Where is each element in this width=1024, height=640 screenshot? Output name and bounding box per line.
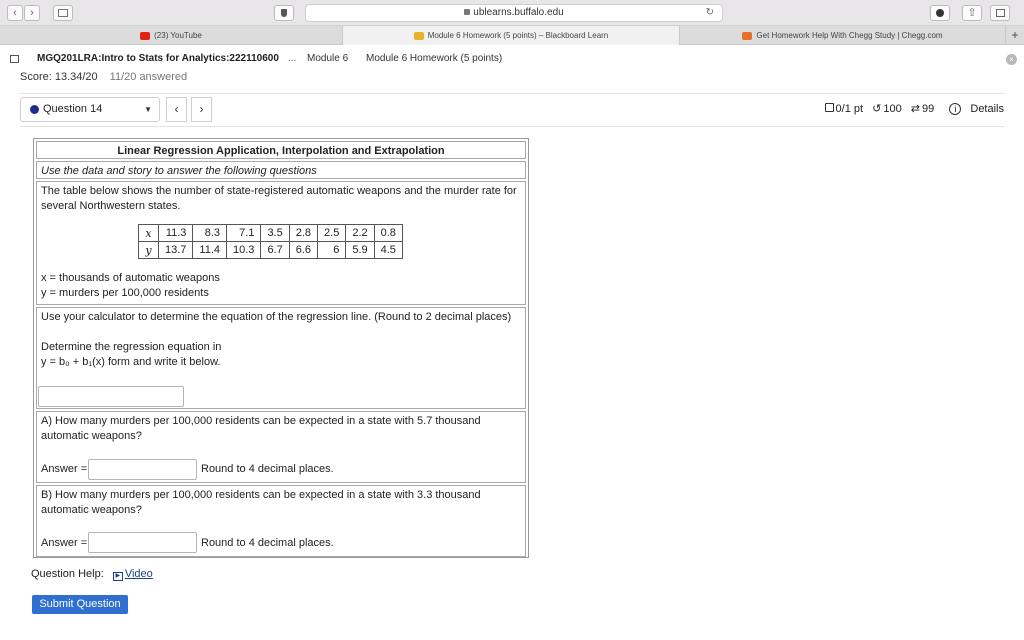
reload-icon[interactable]: ↻: [705, 7, 714, 18]
new-tab-button[interactable]: +: [1011, 28, 1019, 42]
sidebar-icon: [58, 9, 68, 17]
chegg-icon: [742, 32, 752, 40]
table-cell: 0.8: [374, 225, 402, 242]
score-text: Score: 13.34/20: [20, 71, 98, 83]
url-text: ublearns.buffalo.edu: [473, 7, 564, 18]
tab-label: (23) YouTube: [154, 31, 202, 40]
download-icon: [936, 9, 944, 17]
determine-line1: Determine the regression equation in: [41, 341, 222, 353]
retry-count: 100: [883, 103, 902, 115]
video-link[interactable]: ▶ Video: [113, 568, 153, 580]
question-select[interactable]: [20, 97, 160, 122]
tab-label: Get Homework Help With Chegg Study | Chegg.com: [756, 31, 943, 40]
browser-toolbar: [0, 0, 1024, 26]
shield-button[interactable]: [274, 5, 294, 21]
table-cell: 13.7: [159, 242, 193, 259]
round-note-b: Round to 4 decimal places.: [201, 537, 334, 549]
x-label: x: [139, 225, 159, 242]
part-a-question: A) How many murders per 100,000 residents can be expected in a state with 5.7 thousand automatic weapons?: [41, 415, 481, 442]
round-note-a: Round to 4 decimal places.: [201, 463, 334, 475]
table-cell: 10.3: [227, 242, 261, 259]
answer-b-label: Answer =: [41, 537, 88, 549]
table-cell: 7.1: [227, 225, 261, 242]
breadcrumb: [0, 48, 1024, 70]
tab-label: Module 6 Homework (5 points) – Blackboard Learn: [427, 31, 609, 40]
breadcrumb-module[interactable]: Module 6: [307, 53, 349, 64]
answered-count: 11/20 answered: [109, 71, 188, 83]
problem-instruction: Use the data and story to answer the following questions: [36, 161, 526, 179]
address-bar[interactable]: [305, 4, 723, 22]
table-cell: 2.2: [346, 225, 374, 242]
y-label: y: [139, 242, 159, 259]
forward-button[interactable]: ›: [24, 5, 40, 21]
score-row: [20, 71, 187, 83]
share-icon: ⇧: [967, 7, 977, 19]
next-question-button[interactable]: ›: [191, 97, 212, 122]
points-icon: [825, 103, 834, 112]
lock-icon: [464, 9, 470, 15]
points-text: 0/1 pt: [835, 103, 864, 115]
answer-b-input[interactable]: [88, 532, 197, 553]
part-b-question: B) How many murders per 100,000 residents can be expected in a state with 3.3 thousand automatic weapons?: [41, 489, 481, 516]
status-dot-icon: [30, 105, 39, 114]
divider: [20, 126, 1004, 127]
problem-story: The table below shows the number of state-registered automatic weapons and the murder rate for several Northwestern states.: [41, 185, 517, 212]
breadcrumb-homework[interactable]: Module 6 Homework (5 points): [366, 53, 503, 64]
course-icon: [10, 55, 19, 63]
table-cell: 11.3: [159, 225, 193, 242]
problem-title: Linear Regression Application, Interpolation and Extrapolation: [36, 141, 526, 159]
play-icon: ▶: [113, 572, 123, 581]
table-row: [139, 242, 403, 259]
determine-line2: y = b₀ + b₁(x) form and write it below.: [41, 356, 221, 368]
question-help-label: Question Help:: [31, 568, 104, 580]
tab-bar: [0, 26, 1024, 45]
data-table: [138, 224, 403, 259]
tabs-overview-button[interactable]: [990, 5, 1010, 21]
question-help: [31, 568, 153, 581]
table-cell: 6: [318, 242, 346, 259]
table-cell: 6.6: [289, 242, 317, 259]
retry-icon: ↺: [872, 103, 882, 115]
question-info: [825, 102, 1004, 115]
submit-question-button[interactable]: Submit Question: [32, 595, 128, 614]
prev-question-button[interactable]: ‹: [166, 97, 187, 122]
tab-youtube[interactable]: [0, 26, 343, 45]
divider: [20, 93, 1004, 94]
attempts-icon: ⇄: [910, 103, 920, 115]
table-row: [139, 225, 403, 242]
table-cell: 2.5: [318, 225, 346, 242]
tabs-icon: [996, 9, 1005, 17]
attempts-count: 99: [922, 103, 935, 115]
table-cell: 4.5: [374, 242, 402, 259]
shield-icon: [281, 9, 287, 17]
details-link[interactable]: i Details: [943, 103, 1004, 115]
calc-instruction: Use your calculator to determine the equation of the regression line. (Round to 2 decimal places): [41, 311, 512, 323]
question-select-value: Question 14: [43, 103, 103, 115]
back-button[interactable]: ‹: [7, 5, 23, 21]
table-cell: 6.7: [261, 242, 289, 259]
course-title[interactable]: MGQ201LRA:Intro to Stats for Analytics:222110600: [37, 53, 279, 64]
table-cell: 2.8: [289, 225, 317, 242]
close-icon[interactable]: ×: [1006, 54, 1017, 65]
share-button[interactable]: [962, 5, 982, 21]
tab-blackboard[interactable]: [343, 26, 680, 45]
y-definition: y = murders per 100,000 residents: [41, 287, 209, 299]
chevron-down-icon: ▼: [144, 105, 152, 114]
info-icon: i: [949, 103, 961, 115]
table-cell: 5.9: [346, 242, 374, 259]
answer-a-label: Answer =: [41, 463, 88, 475]
breadcrumb-ellipsis[interactable]: ...: [288, 53, 297, 64]
table-cell: 8.3: [193, 225, 227, 242]
table-cell: 11.4: [193, 242, 227, 259]
download-button[interactable]: [930, 5, 950, 21]
youtube-icon: [140, 32, 150, 40]
tab-chegg[interactable]: [680, 26, 1006, 45]
regression-equation-input[interactable]: [38, 386, 184, 407]
blackboard-icon: [414, 32, 424, 40]
x-definition: x = thousands of automatic weapons: [41, 272, 220, 284]
table-cell: 3.5: [261, 225, 289, 242]
sidebar-toggle-button[interactable]: [53, 5, 73, 21]
question-box: [33, 138, 529, 558]
answer-a-input[interactable]: [88, 459, 197, 480]
